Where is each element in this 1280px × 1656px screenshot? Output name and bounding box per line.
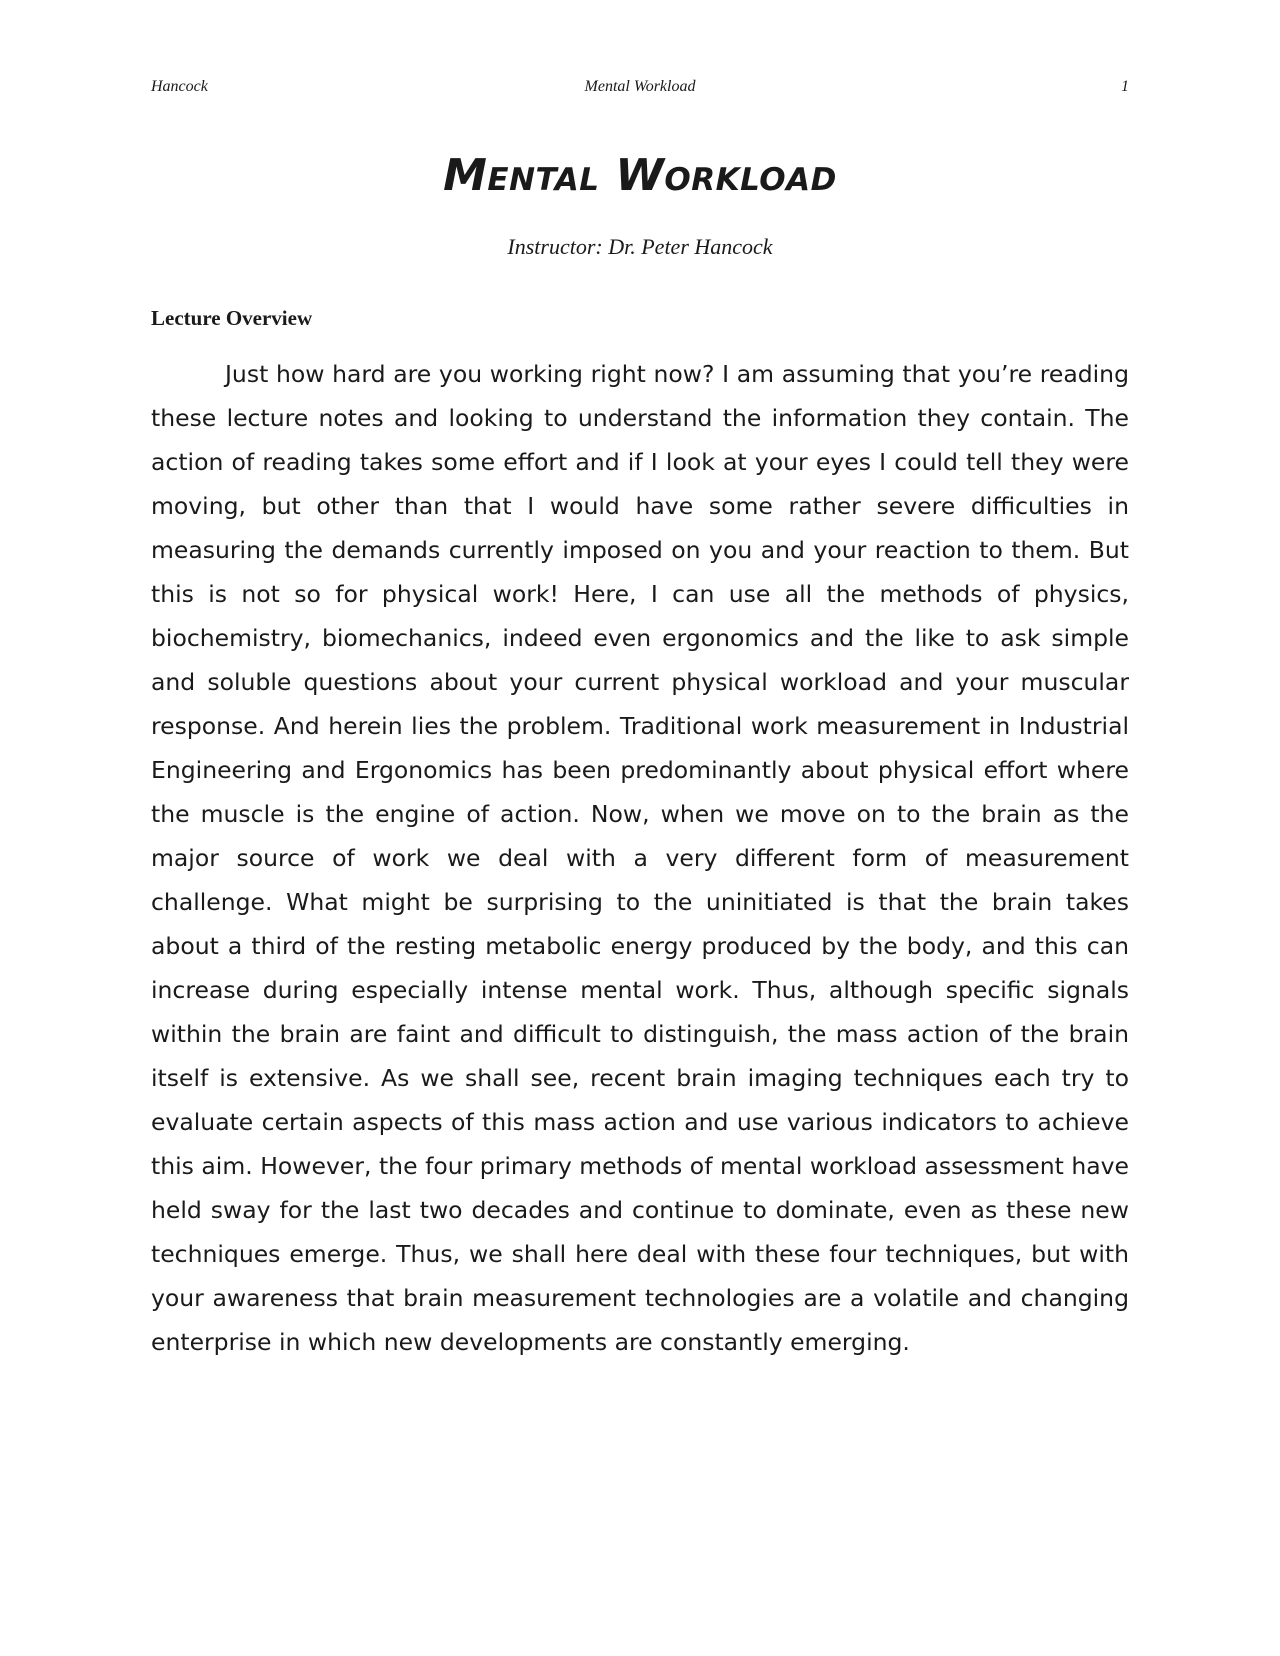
instructor-line: Instructor: Dr. Peter Hancock <box>507 234 773 259</box>
section-heading: Lecture Overview <box>151 306 313 330</box>
page-number: 1 <box>1121 78 1129 95</box>
header-author: Hancock <box>151 78 208 95</box>
body-paragraph: Just how hard are you working right now? I am assuming that you’re reading these lecture notes and looking to understand the information they contain. The action of reading takes some effort and if I look at your eyes I could tell they were moving, but other than that I would have some rather severe difficulties in measuring the demands currently imposed on you and your reaction to them. But this is not so for physical work! Here, I can use all the methods of physics, biochemistry, biomechanics, indeed even ergonomics and the like to ask simple and soluble questions about your current physical workload and your muscular response. And herein lies the problem. Traditional work measurement in Industrial Engineering and Ergonomics has been predominantly about physical effort where the muscle is the engine of action. Now, when we move on to the brain as the major source of work we deal with a very different form of measurement challenge. What might be surprising to the uninitiated is that the brain takes about a third of the resting metabolic energy produced by the body, and this can increase during especially intense mental work. Thus, although specific signals within the brain are faint and difficult to distinguish, the mass action of the brain itself is extensive. As we shall see, recent brain imaging techniques each try to evaluate certain aspects of this mass action and use various indicators to achieve this aim. However, the four primary methods of mental workload assessment have held sway for the last two decades and continue to dominate, even as these new techniques emerge. Thus, we shall here deal with these four techniques, but with your awareness that brain measurement technologies are a volatile and changing enterprise in which new developments are constantly emerging. <box>151 360 1129 1356</box>
document-title: Mental Workload <box>443 150 837 201</box>
running-header <box>151 76 1129 98</box>
header-title: Mental Workload <box>584 78 696 95</box>
